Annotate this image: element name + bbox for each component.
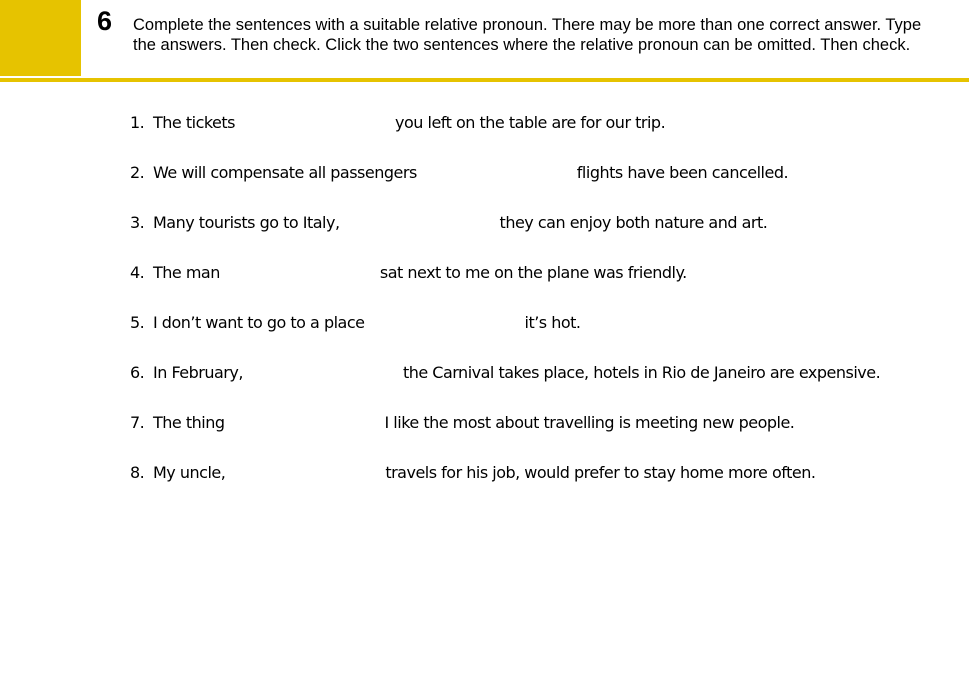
header-divider <box>0 78 969 82</box>
answer-input-6[interactable] <box>247 363 399 385</box>
exercise-header <box>0 0 969 84</box>
sentence-text-after: flights have been cancelled. <box>576 163 789 182</box>
sentence-4[interactable] <box>130 260 687 286</box>
sentence-text-after: sat next to me on the plane was friendly. <box>379 263 687 282</box>
sentence-number: 6. <box>130 363 145 382</box>
sentence-text-after: it’s hot. <box>524 313 581 332</box>
exercise-instructions: Complete the sentences with a suitable relative pronoun. There may be more than one correct answer. Type the answers. Then check. Click the two sentences where the relative pronoun can be omitted. Then check. <box>133 16 922 54</box>
sentence-text-after: travels for his job, would prefer to stay home more often. <box>385 463 816 482</box>
sentence-number: 8. <box>130 463 145 482</box>
sentence-8[interactable] <box>130 460 815 486</box>
sentence-text-before: Many tourists go to Italy, <box>153 213 340 232</box>
sentence-7[interactable] <box>130 410 794 436</box>
sentence-3[interactable] <box>130 210 767 236</box>
sentence-text-before: My uncle, <box>153 463 226 482</box>
sentence-text-after: the Carnival takes place, hotels in Rio de Janeiro are expensive. <box>402 363 881 382</box>
sentence-5[interactable] <box>130 310 581 336</box>
sentence-number: 5. <box>130 313 145 332</box>
sentence-text-before: In February, <box>153 363 243 382</box>
sentence-text-after: I like the most about travelling is meeting new people. <box>384 413 795 432</box>
header-accent-block <box>0 0 81 76</box>
sentence-number: 7. <box>130 413 145 432</box>
exercise-number: 6 <box>97 6 113 36</box>
answer-input-5[interactable] <box>369 313 521 335</box>
answer-input-8[interactable] <box>229 463 381 485</box>
sentence-text-before: The tickets <box>153 113 236 132</box>
sentence-text-before: I don’t want to go to a place <box>153 313 365 332</box>
answer-input-7[interactable] <box>229 413 381 435</box>
answer-input-2[interactable] <box>421 163 573 185</box>
answer-input-4[interactable] <box>224 263 376 285</box>
answer-input-3[interactable] <box>344 213 496 235</box>
sentence-text-before: The man <box>153 263 220 282</box>
answer-input-1[interactable] <box>239 113 391 135</box>
sentence-2[interactable] <box>130 160 788 186</box>
sentence-number: 2. <box>130 163 145 182</box>
sentence-text-after: you left on the table are for our trip. <box>395 113 666 132</box>
sentence-number: 3. <box>130 213 145 232</box>
sentence-6[interactable] <box>130 360 880 386</box>
sentence-number: 1. <box>130 113 145 132</box>
sentence-text-before: We will compensate all passengers <box>153 163 417 182</box>
sentence-text-before: The thing <box>153 413 225 432</box>
sentence-number: 4. <box>130 263 145 282</box>
sentence-1[interactable] <box>130 110 665 136</box>
sentence-text-after: they can enjoy both nature and art. <box>499 213 768 232</box>
